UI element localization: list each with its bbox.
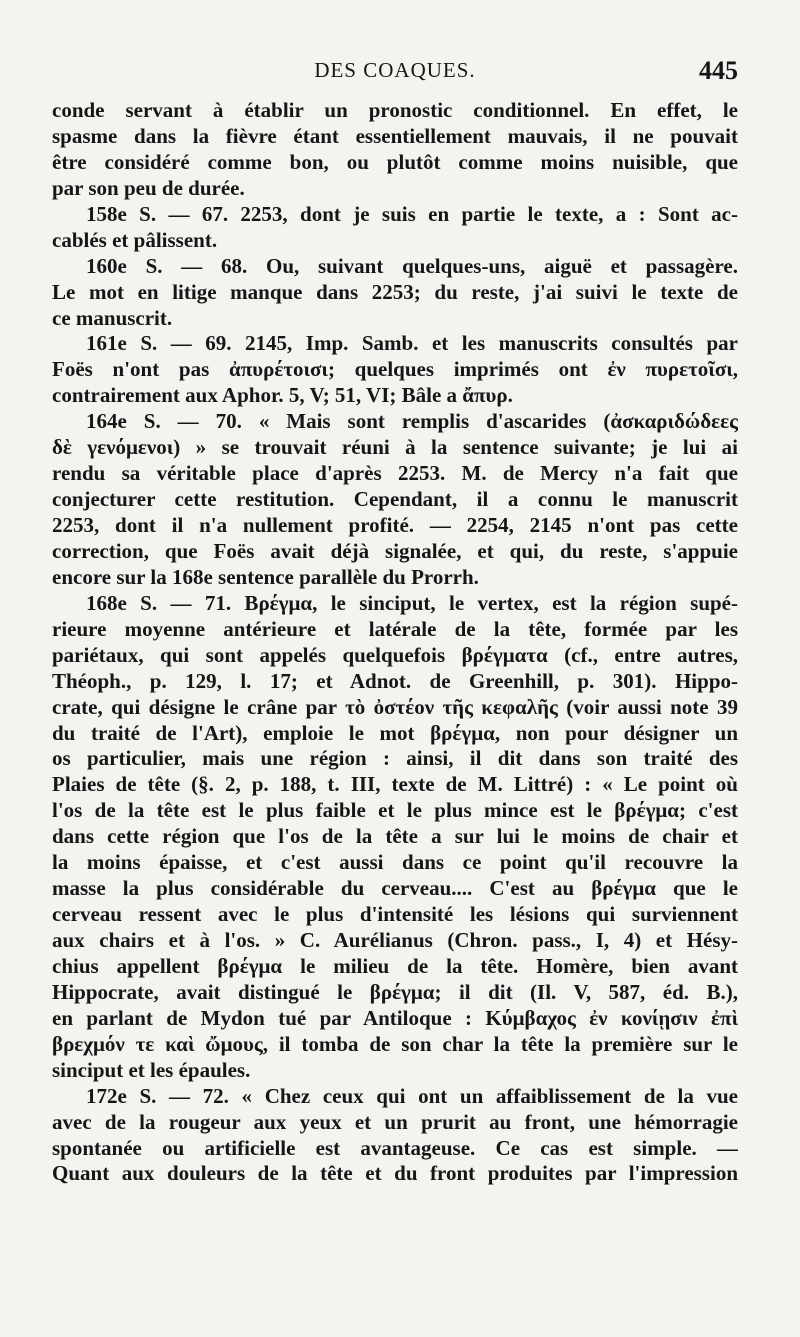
text-line: Plaies de tête (§. 2, p. 188, t. III, texte de M. Littré) : « Le point où bbox=[52, 772, 738, 797]
text-line: βρεχμόν τε καὶ ὤμους, il tomba de son char la tête la première sur le bbox=[52, 1031, 738, 1056]
text-line: dans cette région que l'os de la tête a sur lui le moins de chair et bbox=[52, 824, 738, 849]
text-line: la moins épaisse, et c'est aussi dans ce point qu'il recouvre la bbox=[52, 850, 738, 875]
text-line: 158e S. — 67. 2253, dont je suis en partie le texte, a : Sont ac- bbox=[86, 201, 738, 226]
text-line: en parlant de Mydon tué par Antiloque : Κύμβαχος ἐν κονίῃσιν ἐπὶ bbox=[52, 1005, 738, 1030]
text-line: aux chairs et à l'os. » C. Aurélianus (Chron. pass., I, 4) et Hésy- bbox=[52, 928, 738, 952]
text-line: cablés et pâlissent. bbox=[52, 227, 218, 252]
text-line: Foës n'ont pas ἀπυρέτοισι; quelques imprimés ont ἐν πυρετοῖσι, bbox=[52, 357, 738, 382]
text-line: masse la plus considérable du cerveau.... C'est au βρέγμα que le bbox=[52, 876, 738, 901]
text-line: Le mot en litige manque dans 2253; du reste, j'ai suivi le texte de bbox=[52, 279, 738, 304]
text-line: conjecturer cette restitution. Cependant, il a connu le manuscrit bbox=[52, 487, 738, 512]
text-line: sinciput et les épaules. bbox=[52, 1057, 251, 1082]
text-line: avec de la rougeur aux yeux et un prurit au front, une hémorragie bbox=[52, 1109, 738, 1134]
text-line: être considéré comme bon, ou plutôt comme moins nuisible, que bbox=[52, 149, 738, 174]
text-line: spasme dans la fièvre étant essentiellement mauvais, il ne pouvait bbox=[52, 123, 738, 148]
text-line: 172e S. — 72. « Chez ceux qui ont un affaiblissement de la vue bbox=[86, 1083, 738, 1108]
running-title: DES COAQUES. bbox=[314, 58, 476, 82]
text-line: rieure moyenne antérieure et latérale de la tête, formée par les bbox=[52, 616, 738, 641]
body-text bbox=[52, 98, 738, 1187]
text-line: par son peu de durée. bbox=[52, 175, 245, 200]
text-line: ce manuscrit. bbox=[52, 305, 173, 330]
text-line: Hippocrate, avait distingué le βρέγμα; il dit (Il. V, 587, éd. B.), bbox=[52, 979, 738, 1004]
text-line: rendu sa véritable place d'après 2253. M. de Mercy n'a fait que bbox=[52, 461, 738, 486]
text-line: du traité de l'Art), emploie le mot βρέγμα, non pour désigner un bbox=[52, 720, 738, 745]
text-line: 164e S. — 70. « Mais sont remplis d'ascarides (ἀσκαριδώδεες bbox=[86, 409, 738, 434]
text-line: l'os de la tête est le plus faible et le plus mince est le βρέγμα; c'est bbox=[52, 798, 738, 823]
text-line: cerveau ressent avec le plus d'intensité les lésions qui surviennent bbox=[52, 902, 738, 927]
text-line: chius appellent βρέγμα le milieu de la tête. Homère, bien avant bbox=[52, 953, 738, 978]
text-line: os particulier, mais une région : ainsi, il dit dans son traité des bbox=[52, 746, 738, 771]
text-line: 168e S. — 71. Βρέγμα, le sinciput, le vertex, est la région supé- bbox=[86, 590, 738, 615]
page-header bbox=[52, 58, 738, 92]
text-line: Théoph., p. 129, l. 17; et Adnot. de Greenhill, p. 301). Hippo- bbox=[52, 668, 738, 693]
page-number: 445 bbox=[699, 56, 738, 85]
text-line: encore sur la 168e sentence parallèle du Prorrh. bbox=[52, 564, 479, 589]
text-line: 2253, dont il n'a nullement profité. — 2254, 2145 n'ont pas cette bbox=[52, 513, 738, 537]
text-line: contrairement aux Aphor. 5, V; 51, VI; Bâle a ἄπυρ. bbox=[52, 383, 513, 408]
text-line: correction, que Foës avait déjà signalée, et qui, du reste, s'appuie bbox=[52, 538, 738, 563]
text-line: Quant aux douleurs de la tête et du front produites par l'impression bbox=[52, 1161, 738, 1186]
text-line: conde servant à établir un pronostic conditionnel. En effet, le bbox=[52, 98, 738, 122]
text-line: 160e S. — 68. Ou, suivant quelques-uns, aiguë et passagère. bbox=[86, 253, 738, 278]
text-line: δὲ γενόμενοι) » se trouvait réuni à la sentence suivante; je lui ai bbox=[52, 435, 738, 460]
text-line: spontanée ou artificielle est avantageuse. Ce cas est simple. — bbox=[52, 1135, 738, 1160]
text-line: 161e S. — 69. 2145, Imp. Samb. et les manuscrits consultés par bbox=[86, 331, 738, 356]
text-line: crate, qui désigne le crâne par τὸ ὀστέον τῆς κεφαλῆς (voir aussi note 39 bbox=[52, 694, 738, 719]
text-line: pariétaux, qui sont appelés quelquefois βρέγματα (cf., entre autres, bbox=[52, 642, 738, 667]
